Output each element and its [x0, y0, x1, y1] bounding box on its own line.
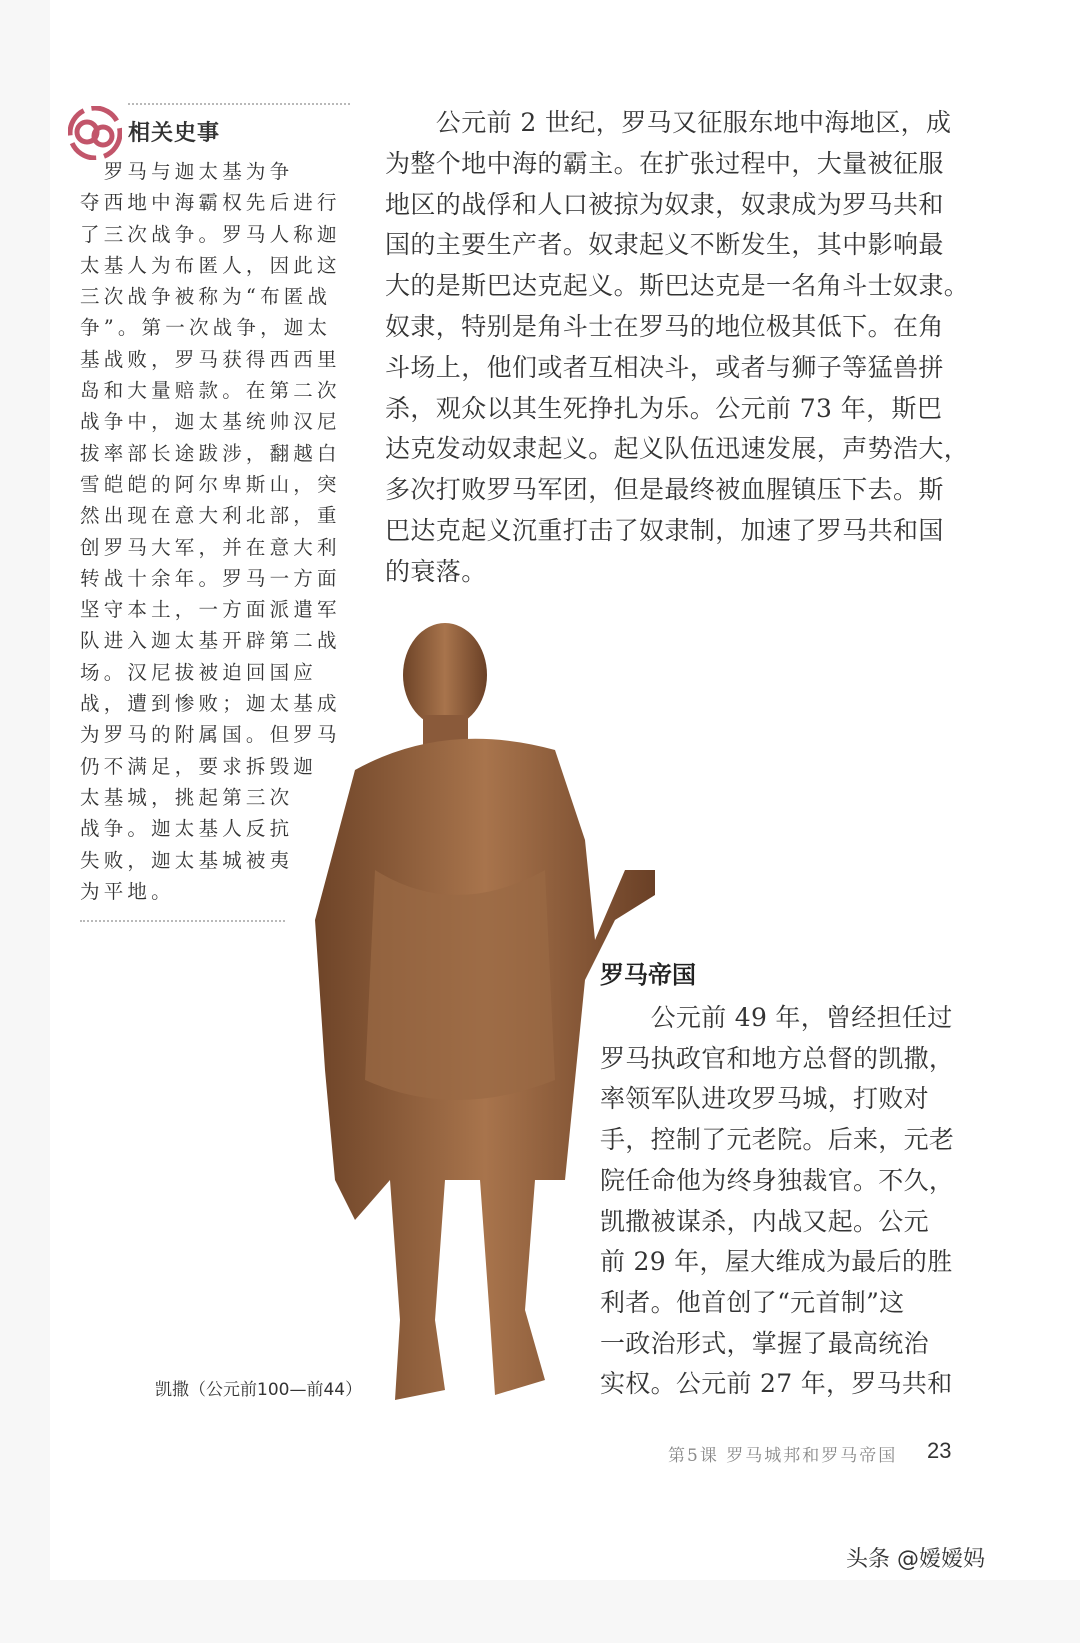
section-heading-roman-empire: 罗马帝国 — [600, 961, 696, 989]
text-line: 战争。迦太基人反抗 — [80, 817, 294, 841]
sidebar-top-divider — [128, 103, 350, 105]
text-line: 国的主要生产者。奴隶起义不断发生，其中影响最 — [385, 230, 944, 260]
text-line: 坚守本土，一方面派遣军 — [80, 598, 341, 622]
text-line: 失败，迦太基城被夷 — [80, 848, 294, 872]
statue-caption: 凯撒（公元前100—前44） — [155, 1380, 363, 1400]
text-line: 战，遭到惨败；迦太基成 — [80, 692, 341, 716]
text-line: 奴隶，特别是角斗士在罗马的地位极其低下。在角 — [385, 311, 944, 341]
text-line: 达克发动奴隶起义。起义队伍迅速发展，声势浩大， — [385, 434, 970, 464]
text-line: 一政治形式，掌握了最高统治 — [600, 1328, 929, 1358]
main-paragraph — [385, 103, 969, 593]
sidebar-bottom-divider — [80, 920, 285, 922]
text-line: 公元前 2 世纪，罗马又征服东地中海地区，成 — [385, 108, 952, 137]
text-line: 太基城，挑起第三次 — [80, 785, 294, 809]
text-line: 夺西地中海霸权先后进行 — [80, 191, 341, 215]
text-line: 手，控制了元老院。后来，元老 — [600, 1125, 955, 1155]
text-line: 雪皑皑的阿尔卑斯山，突 — [80, 472, 341, 496]
text-line: 斗场上，他们或者互相决斗，或者与狮子等猛兽拼 — [385, 352, 944, 382]
text-line: 为罗马的附属国。但罗马 — [80, 723, 341, 747]
text-line: 为整个地中海的霸主。在扩张过程中，大量被征服 — [385, 148, 944, 178]
text-line: 战争中，迦太基统帅汉尼 — [80, 410, 341, 434]
text-line: 队进入迦太基开辟第二战 — [80, 629, 341, 653]
text-line: 凯撒被谋杀，内战又起。公元 — [600, 1206, 929, 1236]
text-line: 罗马与迦太基为争 — [80, 160, 294, 183]
roman-empire-paragraph — [600, 998, 954, 1405]
text-line: 了三次战争。罗马人称迦 — [80, 222, 341, 246]
text-line: 多次打败罗马军团，但是最终被血腥镇压下去。斯 — [385, 475, 944, 505]
text-line: 创罗马大军，并在意大利 — [80, 535, 341, 559]
text-line: 公元前 49 年，曾经担任过 — [600, 1003, 953, 1032]
sidebar-title: 相关史事 — [128, 121, 221, 146]
text-line: 争”。第一次战争，迦太 — [80, 316, 332, 340]
text-line: 院任命他为终身独裁官。不久， — [600, 1165, 955, 1195]
text-line: 罗马执政官和地方总督的凯撒， — [600, 1043, 955, 1073]
related-history-logo-icon — [68, 106, 122, 160]
watermark: 头条 @嫒嫒妈 — [846, 1547, 985, 1572]
text-line: 拔率部长途跋涉，翻越白 — [80, 441, 341, 465]
text-line: 利者。他首创了“元首制”这 — [600, 1287, 905, 1317]
text-line: 巴达克起义沉重打击了奴隶制，加速了罗马共和国 — [385, 515, 944, 545]
text-line: 为平地。 — [80, 879, 175, 903]
text-line: 前 29 年，屋大维成为最后的胜 — [600, 1247, 953, 1277]
text-line: 的衰落。 — [385, 556, 487, 586]
text-line: 实权。公元前 27 年，罗马共和 — [600, 1369, 953, 1399]
text-line: 太基人为布匿人，因此这 — [80, 253, 341, 277]
text-line: 转战十余年。罗马一方面 — [80, 566, 341, 590]
text-line: 杀，观众以其生死挣扎为乐。公元前 73 年，斯巴 — [385, 393, 943, 423]
text-line: 场。汉尼拔被迫回国应 — [80, 660, 318, 684]
text-line: 仍不满足，要求拆毁迦 — [80, 754, 318, 778]
text-line: 三次战争被称为“布匿战 — [80, 285, 332, 309]
text-line: 基战败，罗马获得西西里 — [80, 347, 341, 371]
text-line: 然出现在意大利北部，重 — [80, 504, 341, 528]
text-line: 率领军队进攻罗马城，打败对 — [600, 1084, 929, 1114]
page-number: 23 — [927, 1438, 952, 1463]
lesson-footer: 第5课 罗马城邦和罗马帝国 — [668, 1446, 898, 1466]
text-line: 地区的战俘和人口被掠为奴隶，奴隶成为罗马共和 — [385, 189, 944, 219]
text-line: 岛和大量赔款。在第二次 — [80, 379, 341, 403]
text-line: 大的是斯巴达克起义。斯巴达克是一名角斗士奴隶。 — [385, 271, 970, 301]
